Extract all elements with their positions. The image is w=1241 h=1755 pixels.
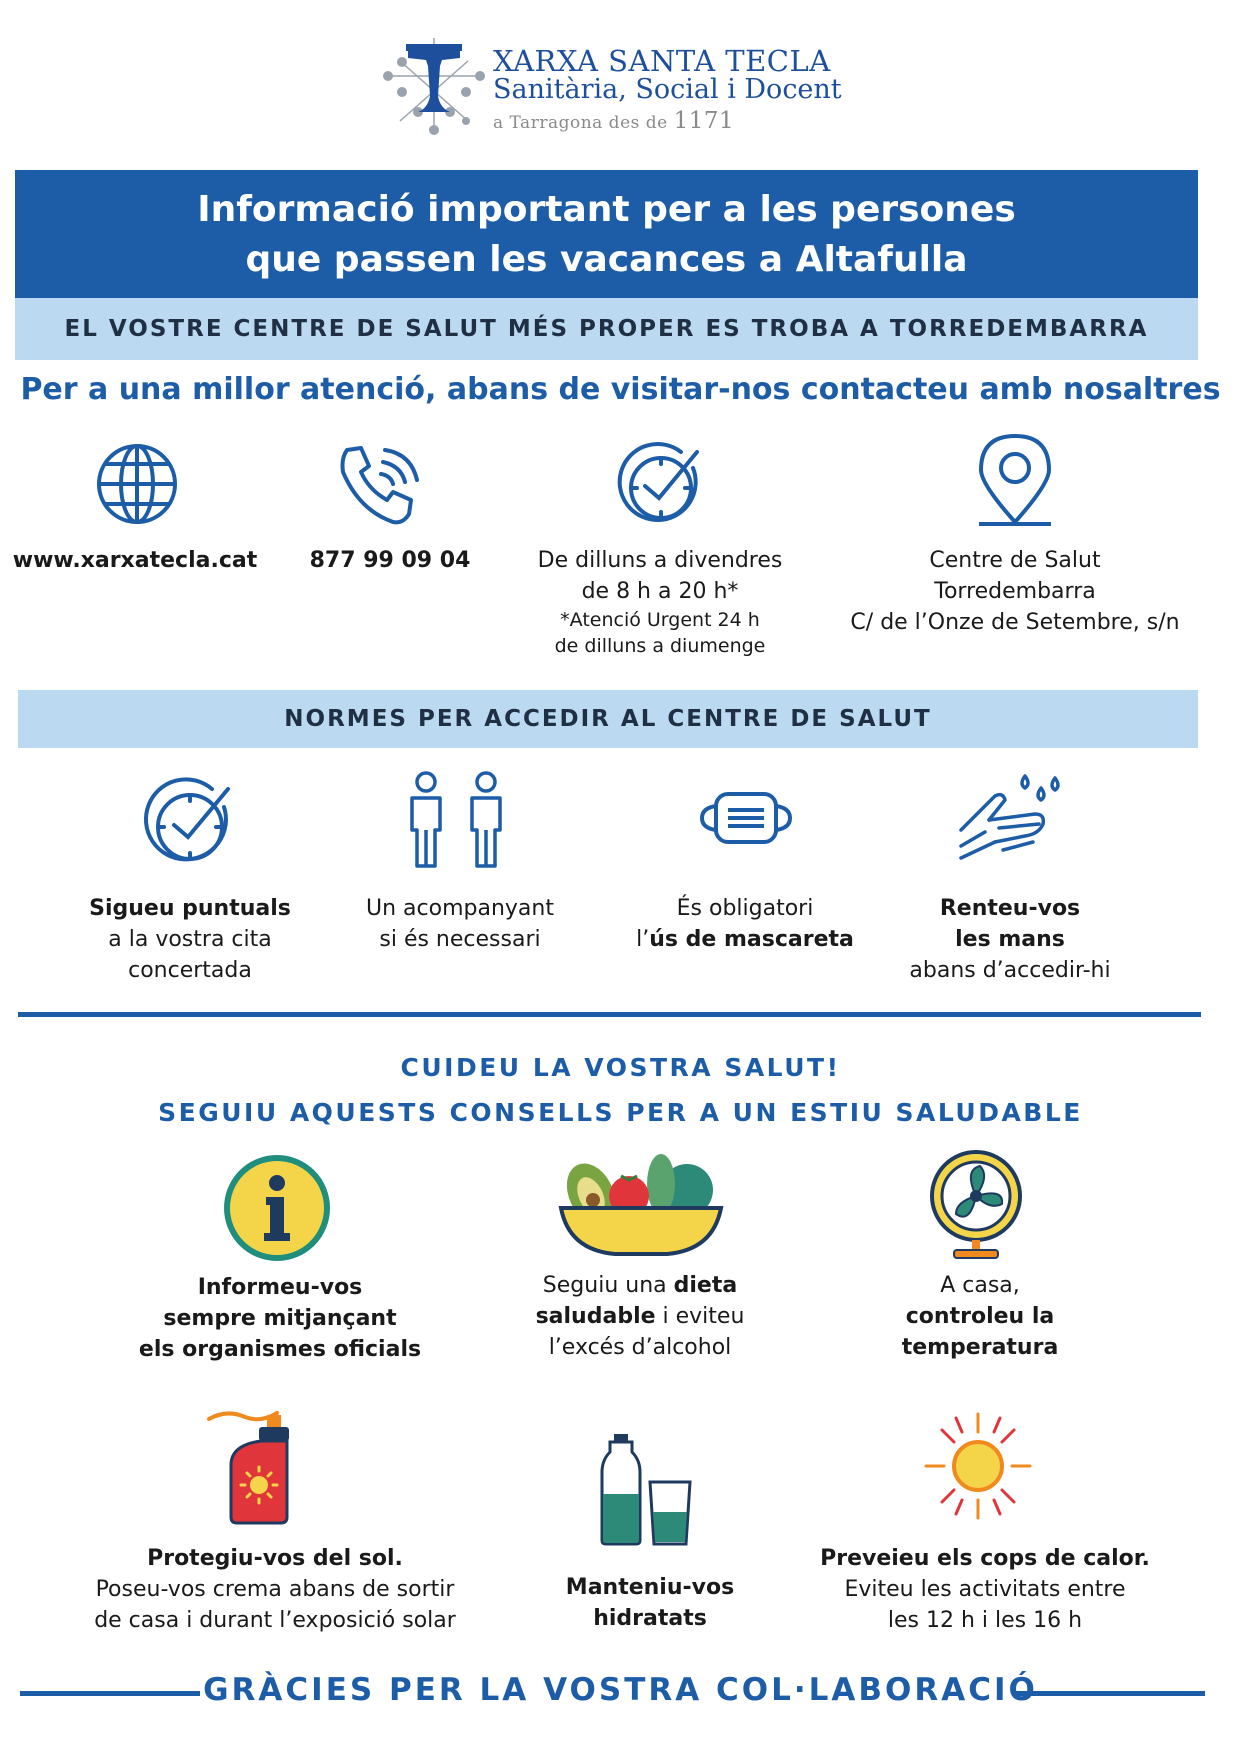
logo-name: XARXA SANTA TECLA [493,44,831,78]
fan-icon [928,1148,1024,1262]
hand-washing-icon [955,770,1065,866]
page-title-line2: que passen les vacances a Altafulla [245,239,968,280]
divider [18,1012,1201,1017]
logo-tagline: Sanitària, Social i Docent [493,74,842,105]
footer-thanks: GRÀCIES PER LA VOSTRA COL·LABORACIÓ [203,1672,1038,1708]
clock-check-icon [615,438,707,530]
tip-hydration: Manteniu-vos hidratats [565,1575,735,1631]
logo [380,36,860,146]
logo-since: a Tarragona des de 1171 [493,108,735,134]
clock-check-icon [142,775,238,871]
website-link[interactable]: www.xarxatecla.cat [12,548,258,573]
santa-tecla-cross-icon [380,36,490,136]
rule-wash-hands: Renteu-vos les mans abans d’accedir-hi [909,896,1111,983]
salad-bowl-icon [557,1150,725,1258]
face-mask-icon [698,790,794,846]
rule-punctual: Sigueu puntuals a la vostra cita concertada [89,896,291,983]
tip-heat-stroke: Preveieu els cops de calor. Eviteu les activitats entre les 12 h i les 16 h [820,1546,1150,1633]
tip-temperature: A casa, controleu la temperatura [901,1273,1059,1360]
rule-mask: És obligatori l’ús de mascareta [636,896,854,952]
page-title-line1: Informació important per a les persones [197,189,1016,230]
info-icon [222,1153,332,1263]
tip-healthy-diet: Seguiu una dieta saludable i eviteu l’excés d’alcohol [535,1273,745,1360]
tip-sun-protection: Protegiu-vos del sol. Poseu-vos crema abans de sortir de casa i durant l’exposició solar [94,1546,456,1633]
health-tips-heading: CUIDEU LA VOSTRA SALUT! SEGUIU AQUESTS CONSELLS PER A UN ESTIU SALUDABLE [158,1053,1083,1127]
contact-heading: Per a una millor atenció, abans de visitar-nos contacteu amb nosaltres [20,372,1221,407]
opening-hours: De dilluns a divendres de 8 h a 20 h* *Atenció Urgent 24 h de dilluns a diumenge [537,548,783,657]
tip-official-info: Informeu-vos sempre mitjançant els organismes oficials [138,1275,422,1362]
two-people-icon [402,770,512,870]
title-banner [15,170,1198,298]
sun-icon [922,1410,1034,1522]
rule-companion: Un acompanyant si és necessari [366,896,554,952]
sunscreen-icon [205,1405,295,1527]
phone-number: 877 99 09 04 [309,548,471,573]
nearest-center-bar: EL VOSTRE CENTRE DE SALUT MÉS PROPER ES TROBA A TORREDEMBARRA [15,298,1198,360]
location-pin-icon [975,432,1055,530]
phone-icon [337,444,423,528]
health-center-address: Centre de Salut Torredembarra C/ de l’Onze de Setembre, s/n [850,548,1180,635]
footer [0,1667,1241,1717]
globe-icon [95,442,179,526]
rules-heading: NORMES PER ACCEDIR AL CENTRE DE SALUT [18,690,1198,748]
water-bottle-glass-icon [596,1432,696,1548]
